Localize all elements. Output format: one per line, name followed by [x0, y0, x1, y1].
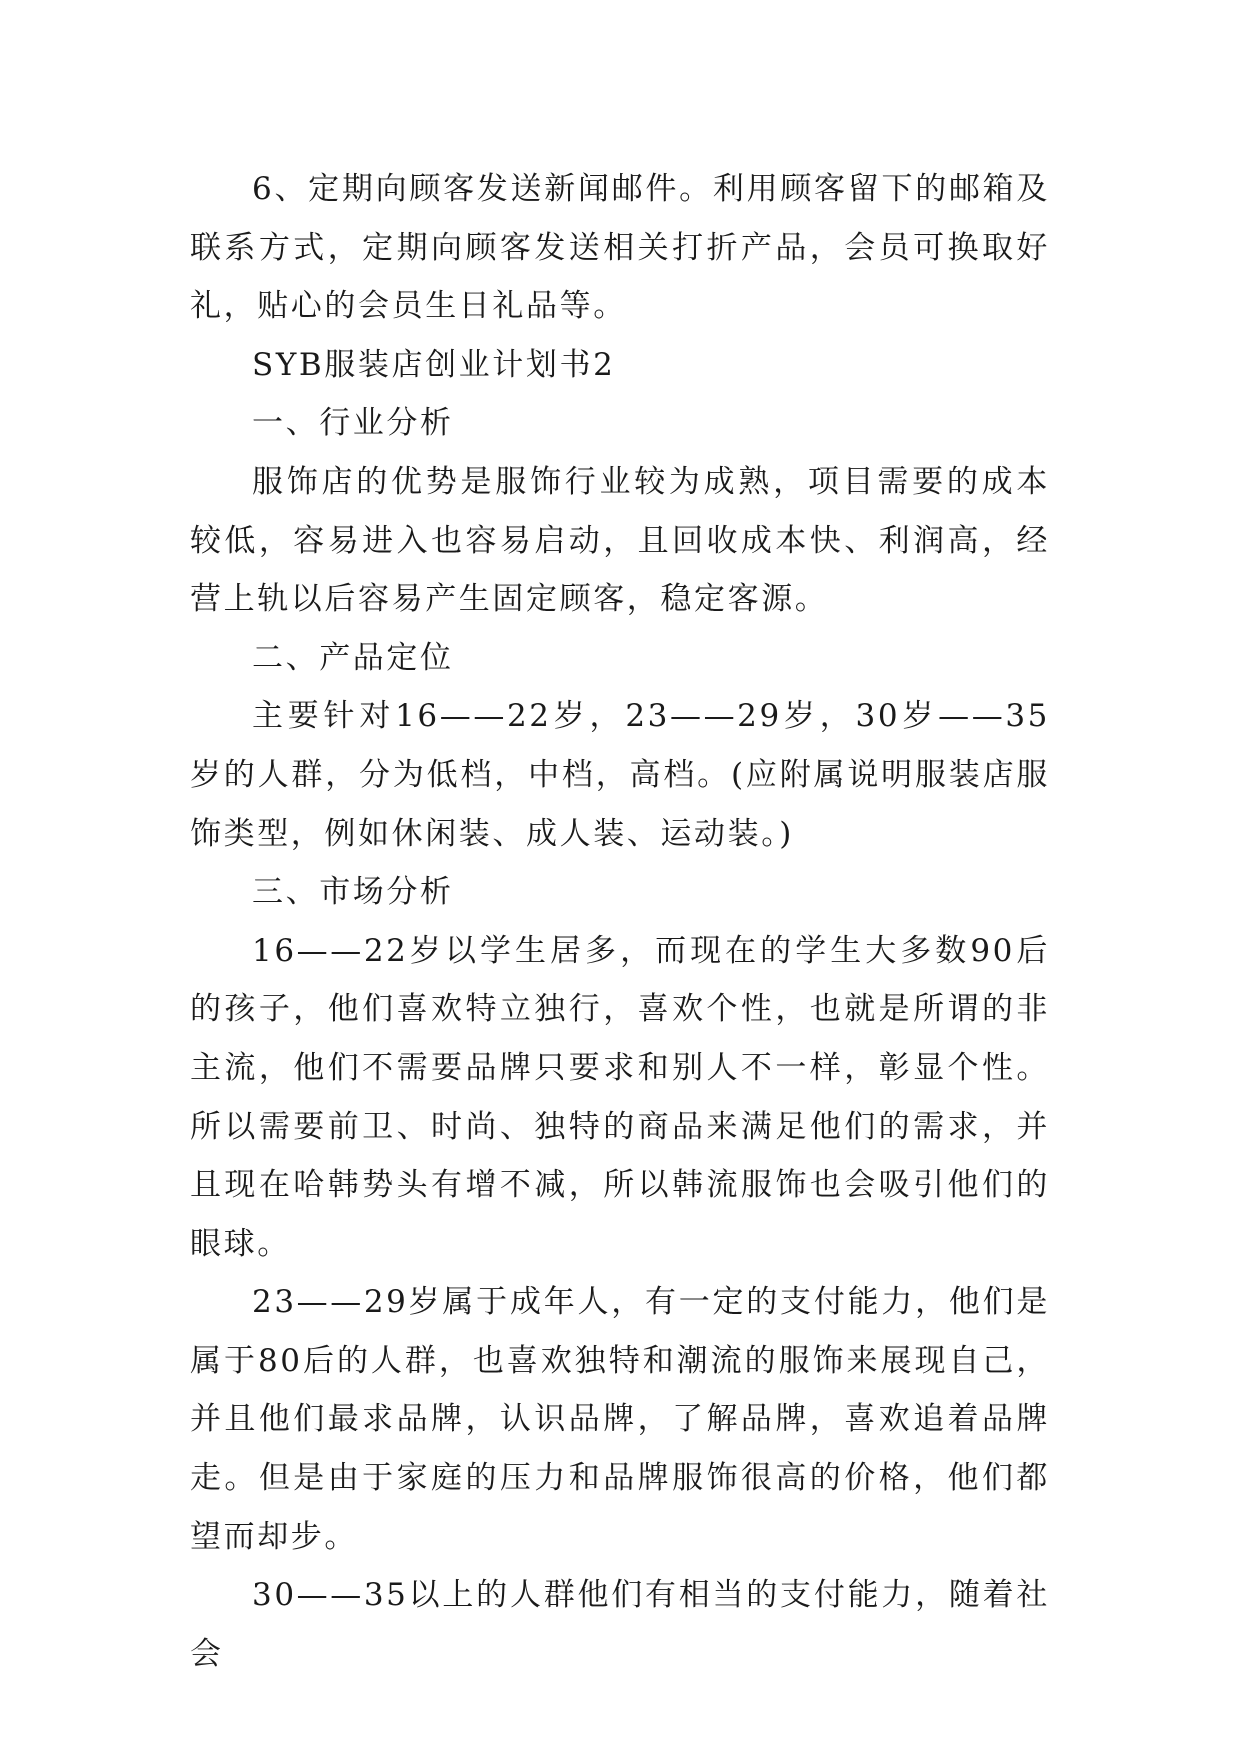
document-body [190, 160, 1050, 1683]
paragraph-product-positioning: 主要针对16——22岁，23——29岁，30岁——35岁的人群，分为低档，中档，高档。(应附属说明服装店服饰类型，例如休闲装、成人装、运动装。) [190, 698, 1050, 852]
paragraph-industry-analysis: 服饰店的优势是服饰行业较为成熟，项目需要的成本较低，容易进入也容易启动，且回收成本快、利润高，经营上轨以后容易产生固定顾客，稳定客源。 [190, 463, 1050, 618]
section-title: SYB服装店创业计划书2 [252, 346, 616, 383]
paragraph-market-30-35: 30——35以上的人群他们有相当的支付能力，随着社会 [190, 1577, 1050, 1672]
paragraph-market-23-29: 23——29岁属于成年人，有一定的支付能力，他们是属于80后的人群，也喜欢独特和潮流的服饰来展现自己，并且他们最求品牌，认识品牌，了解品牌，喜欢追着品牌走。但是由于家庭的压力和品牌服饰很高的价格，他们都望而却步。 [190, 1284, 1050, 1555]
paragraph-newsletter-tip: 6、定期向顾客发送新闻邮件。利用顾客留下的邮箱及联系方式，定期向顾客发送相关打折产品，会员可换取好礼，贴心的会员生日礼品等。 [190, 171, 1050, 325]
heading-market-analysis: 三、市场分析 [252, 874, 454, 911]
heading-industry-analysis: 一、行业分析 [252, 405, 454, 442]
heading-product-positioning: 二、产品定位 [252, 639, 454, 676]
paragraph-market-16-22: 16——22岁以学生居多，而现在的学生大多数90后的孩子，他们喜欢特立独行，喜欢个性，也就是所谓的非主流，他们不需要品牌只要求和别人不一样，彰显个性。所以需要前卫、时尚、独特的商品来满足他们的需求，并且现在哈韩势头有增不减，所以韩流服饰也会吸引他们的眼球。 [190, 932, 1050, 1262]
